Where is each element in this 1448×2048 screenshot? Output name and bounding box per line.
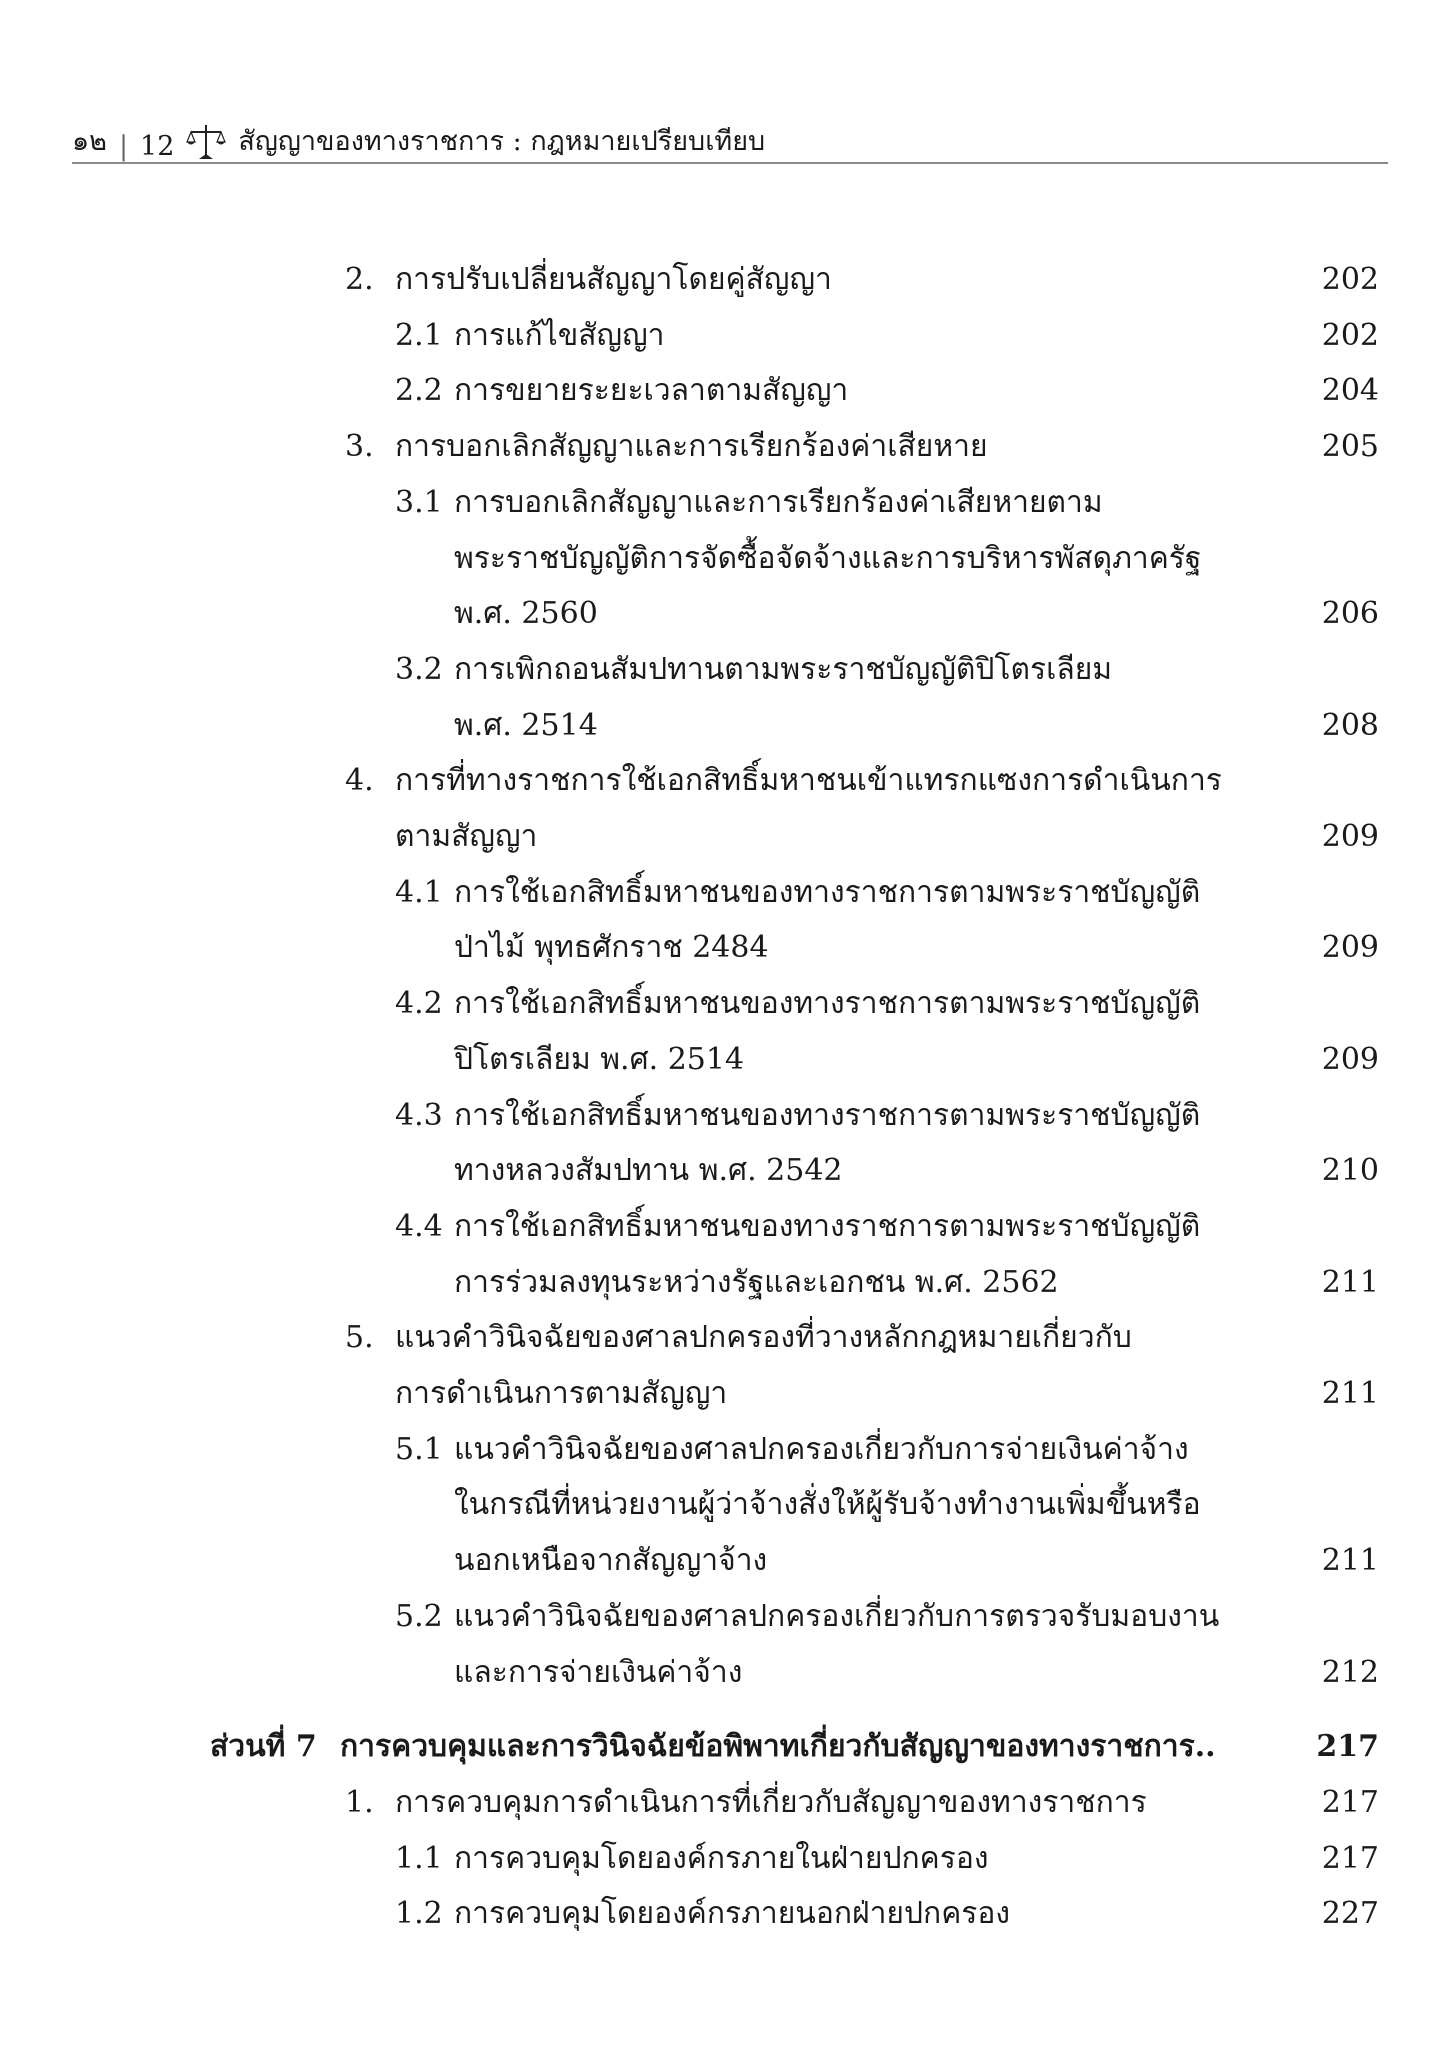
toc-page-number: 212 [1321, 1654, 1379, 1690]
toc-entry-title-line: การขยายระยะเวลาตามสัญญา [454, 373, 849, 409]
toc-part-heading [0, 1719, 1448, 1775]
toc-entry-number: 3.1 [395, 484, 443, 520]
toc-entry [0, 1589, 1448, 1700]
toc-entry-number: 4. [345, 763, 374, 799]
running-header [72, 118, 1388, 162]
toc-entry-number: 3. [345, 429, 374, 465]
toc-entry-number: 4.1 [395, 874, 443, 910]
toc-entry-title-line: แนวคำวินิจฉัยของศาลปกครองที่วางหลักกฎหมายเกี่ยวกับ [395, 1320, 1132, 1356]
separator: | [118, 131, 129, 162]
toc-page-number: 217 [1321, 1784, 1379, 1820]
toc-entry-title-line: การปรับเปลี่ยนสัญญาโดยคู่สัญญา [395, 262, 832, 297]
toc-entry [0, 1088, 1448, 1199]
toc-entry-title-line: การควบคุมโดยองค์กรภายนอกฝ่ายปกครอง [454, 1896, 1011, 1932]
toc-page-number: 202 [1321, 317, 1379, 353]
toc-entry-title-line: ทางหลวงสัมปทาน พ.ศ. 2542 [454, 1153, 843, 1189]
toc-entry [0, 308, 1448, 364]
header-rule [72, 162, 1388, 164]
toc-entry [0, 976, 1448, 1087]
toc-entry-title-line: การควบคุมโดยองค์กรภายในฝ่ายปกครอง [454, 1840, 989, 1876]
toc-entry [0, 753, 1448, 864]
toc-entry-title-line: การควบคุมและการวินิจฉัยข้อพิพาทเกี่ยวกับสัญญาของทางราชการ.. [340, 1729, 1216, 1765]
toc-page-number: 211 [1321, 1264, 1379, 1300]
toc-entry-number: 3.2 [395, 651, 443, 687]
toc-page-number: 206 [1321, 596, 1379, 632]
toc-entry-number: 4.4 [395, 1208, 443, 1244]
toc-page-number: 227 [1321, 1896, 1379, 1932]
toc-entry [0, 419, 1448, 475]
toc-entry-title-line: การบอกเลิกสัญญาและการเรียกร้องค่าเสียหายตาม [454, 484, 1103, 520]
toc-entry-title-line: ปิโตรเลียม พ.ศ. 2514 [454, 1041, 745, 1077]
toc-entry [0, 475, 1448, 642]
toc-entry-title-line: การเพิกถอนสัมปทานตามพระราชบัญญัติปิโตรเลียม [454, 651, 1113, 687]
toc-entry [0, 1886, 1448, 1942]
toc-entry-title-line: การแก้ไขสัญญา [454, 317, 665, 353]
toc-entry-title-line: การใช้เอกสิทธิ์มหาชนของทางราชการตามพระราชบัญญัติ [454, 874, 1201, 910]
toc-entry-number: 4.3 [395, 1097, 443, 1133]
toc-page-number: 209 [1321, 819, 1379, 855]
toc-entry-title-line: นอกเหนือจากสัญญาจ้าง [454, 1543, 768, 1579]
toc-page-number: 205 [1321, 429, 1379, 465]
toc-entry [0, 252, 1448, 308]
toc-entry [0, 865, 1448, 976]
toc-entry [0, 363, 1448, 419]
page-number: 12 [140, 131, 175, 162]
toc-entry [0, 1199, 1448, 1310]
toc-entry-number: 2.2 [395, 373, 443, 409]
table-of-contents [0, 252, 1448, 1942]
toc-entry-number: 1.1 [395, 1840, 443, 1876]
toc-page-number: 209 [1321, 930, 1379, 966]
toc-entry-title-line: แนวคำวินิจฉัยของศาลปกครองเกี่ยวกับการตรวจรับมอบงาน [454, 1598, 1220, 1634]
toc-page-number: 210 [1321, 1153, 1379, 1189]
toc-entry-title-line: ป่าไม้ พุทธศักราช 2484 [454, 930, 769, 966]
toc-entry-title-line: การใช้เอกสิทธิ์มหาชนของทางราชการตามพระราชบัญญัติ [454, 1208, 1201, 1244]
toc-entry-title-line: ในกรณีที่หน่วยงานผู้ว่าจ้างสั่งให้ผู้รับจ้างทำงานเพิ่มขึ้นหรือ [454, 1487, 1201, 1523]
toc-page-number: 217 [1321, 1840, 1379, 1876]
toc-entry [0, 1422, 1448, 1589]
toc-entry-title-line: การใช้เอกสิทธิ์มหาชนของทางราชการตามพระราชบัญญัติ [454, 986, 1201, 1022]
toc-entry-number: ส่วนที่ 7 [210, 1729, 317, 1765]
page-number-thai: ๑๒ [72, 126, 107, 157]
toc-entry-number: 1. [345, 1784, 374, 1820]
toc-entry-title-line: การที่ทางราชการใช้เอกสิทธิ์มหาชนเข้าแทรกแซงการดำเนินการ [395, 763, 1222, 799]
toc-entry-number: 5.2 [395, 1598, 443, 1634]
toc-entry-title-line: พ.ศ. 2560 [454, 596, 598, 632]
toc-entry-number: 5. [345, 1320, 374, 1356]
toc-page-number: 204 [1321, 373, 1379, 409]
toc-entry-title-line: การร่วมลงทุนระหว่างรัฐและเอกชน พ.ศ. 2562 [454, 1264, 1059, 1300]
toc-entry-title-line: การควบคุมการดำเนินการที่เกี่ยวกับสัญญาของทางราชการ [395, 1784, 1147, 1820]
scales-of-justice-icon [186, 122, 226, 162]
toc-entry-number: 2. [345, 262, 374, 297]
toc-entry-title-line: พ.ศ. 2514 [454, 707, 598, 743]
toc-page-number: 217 [1316, 1729, 1379, 1765]
toc-entry-number: 5.1 [395, 1431, 443, 1467]
book-title: สัญญาของทางราชการ : กฎหมายเปรียบเทียบ [238, 126, 766, 157]
toc-page-number: 211 [1321, 1376, 1379, 1412]
toc-entry [0, 1310, 1448, 1421]
toc-page-number: 208 [1321, 707, 1379, 743]
toc-entry-title-line: การใช้เอกสิทธิ์มหาชนของทางราชการตามพระราชบัญญัติ [454, 1097, 1201, 1133]
toc-entry-title-line: แนวคำวินิจฉัยของศาลปกครองเกี่ยวกับการจ่ายเงินค่าจ้าง [454, 1431, 1189, 1467]
toc-entry [0, 1775, 1448, 1831]
toc-entry-title-line: การดำเนินการตามสัญญา [395, 1376, 728, 1412]
toc-entry-number: 2.1 [395, 317, 443, 353]
toc-entry [0, 1831, 1448, 1887]
toc-entry-title-line: และการจ่ายเงินค่าจ้าง [454, 1654, 743, 1690]
toc-entry [0, 642, 1448, 753]
toc-entry-title-line: การบอกเลิกสัญญาและการเรียกร้องค่าเสียหาย [395, 429, 988, 465]
toc-page-number: 202 [1321, 262, 1379, 297]
toc-entry-title-line: ตามสัญญา [395, 819, 538, 855]
toc-page-number: 211 [1321, 1543, 1379, 1579]
toc-entry-title-line: พระราชบัญญัติการจัดซื้อจัดจ้างและการบริหารพัสดุภาครัฐ [454, 540, 1202, 576]
toc-page-number: 209 [1321, 1041, 1379, 1077]
toc-entry-number: 4.2 [395, 986, 443, 1022]
toc-entry-number: 1.2 [395, 1896, 443, 1932]
